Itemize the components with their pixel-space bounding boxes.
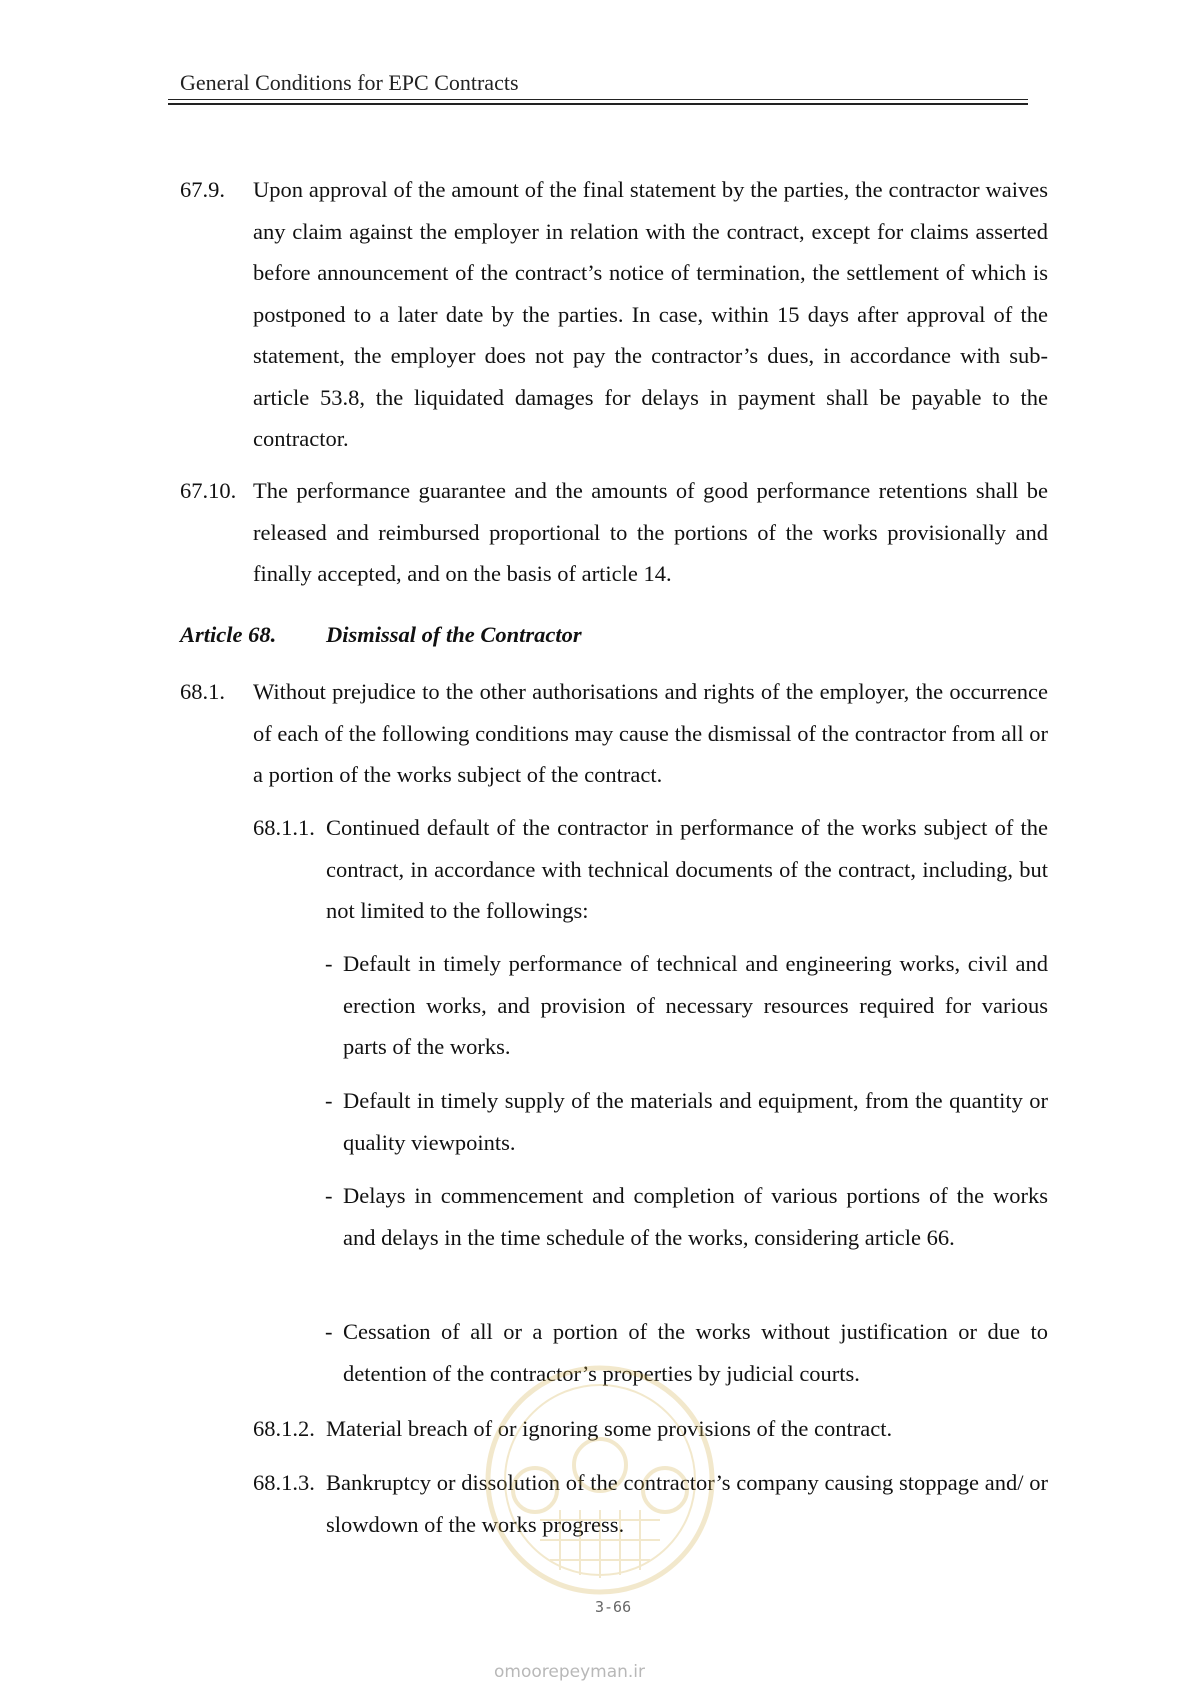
article-heading [180, 622, 582, 648]
clause-number: 67.10. [180, 478, 237, 503]
site-watermark: omoorepeyman.ir [494, 1662, 646, 1682]
clause-text: Bankruptcy or dissolution of the contractor’s company causing stoppage and/ or slowdown of the works progress. [326, 1470, 1048, 1537]
bullet-dash: - [325, 951, 333, 976]
clause-text: Upon approval of the amount of the final statement by the parties, the contractor waives any claim against the employer in relation with the contract, except for claims asserted before announcement of the contract’s notice of termination, the settlement of which is postponed to a later date by the parties. In case, within 15 days after approval of the statement, the employer does not pay the contractor’s dues, in accordance with sub-article 53.8, the liquidated damages for delays in payment shall be payable to the contractor. [253, 177, 1048, 451]
clause-67-10 [180, 470, 1048, 595]
bullet-text: Default in timely supply of the materials and equipment, from the quantity or quality viewpoints. [343, 1088, 1048, 1155]
clause-67-9 [180, 169, 1048, 460]
clause-number: 68.1. [180, 679, 225, 704]
watermark-seal-icon [480, 1360, 720, 1600]
clause-text: Continued default of the contractor in performance of the works subject of the contract, in accordance with technical documents of the contract, including, but not limited to the followings: [326, 815, 1048, 923]
header-rule-thin [168, 99, 1028, 100]
clause-number: 68.1.2. [253, 1416, 315, 1441]
clause-text: Without prejudice to the other authorisations and rights of the employer, the occurrence of each of the following conditions may cause the dismissal of the contractor from all or a portion of the works subject of the contract. [253, 679, 1048, 787]
clause-text: The performance guarantee and the amounts of good performance retentions shall be released and reimbursed proportional to the portions of the works provisionally and finally accepted, and on the basis of article 14. [253, 478, 1048, 586]
clause-68-1-1 [253, 807, 1048, 932]
clause-text: Material breach of or ignoring some provisions of the contract. [326, 1416, 893, 1441]
article-number: Article 68. [180, 622, 277, 647]
bullet-item [325, 943, 1048, 1068]
bullet-text: Delays in commencement and completion of various portions of the works and delays in the time schedule of the works, considering article 66. [343, 1183, 1048, 1250]
clause-number: 68.1.3. [253, 1470, 315, 1495]
bullet-text: Default in timely performance of technical and engineering works, civil and erection works, and provision of necessary resources required for various parts of the works. [343, 951, 1048, 1059]
bullet-item [325, 1080, 1048, 1163]
page-header: General Conditions for EPC Contracts [180, 70, 519, 95]
clause-68-1 [180, 671, 1048, 796]
bullet-dash: - [325, 1088, 333, 1113]
clause-number: 68.1.1. [253, 815, 315, 840]
article-title: Dismissal of the Contractor [326, 622, 582, 647]
header-rule-thick [168, 103, 1028, 105]
bullet-item [325, 1175, 1048, 1258]
clause-number: 67.9. [180, 177, 225, 202]
bullet-dash: - [325, 1183, 333, 1208]
bullet-dash: - [325, 1319, 333, 1344]
page-number: 3-66 [595, 1598, 632, 1616]
bullet-text: Cessation of all or a portion of the works without justification or due to detention of the contractor’s properties by judicial courts. [343, 1319, 1048, 1386]
